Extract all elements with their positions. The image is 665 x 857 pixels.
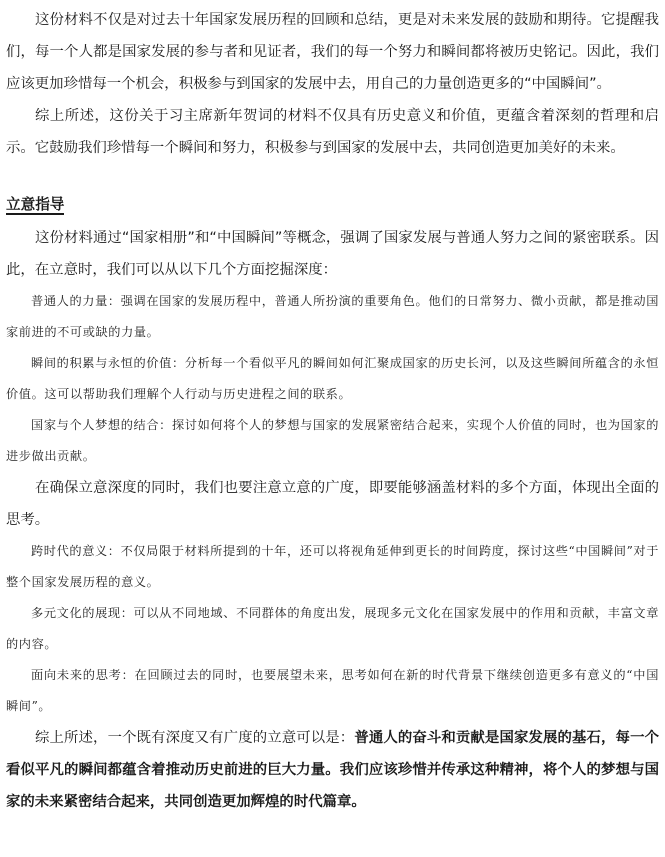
point-multicultural: 多元文化的展现：可以从不同地域、不同群体的角度出发，展现多元文化在国家发展中的作用和贡献，丰富文章的内容。 (6, 606, 659, 651)
paragraph-conclusion (6, 722, 659, 818)
conclusion-thesis: 普通人的奋斗和贡献是国家发展的基石，每一个看似平凡的瞬间都蕴含着推动历史前进的巨大力量。我们应该珍惜并传承这种精神，将个人的梦想与国家的未来紧密结合起来，共同创造更加辉煌的时代篇章。 (6, 730, 659, 810)
paragraph-reflection: 这份材料不仅是对过去十年国家发展历程的回顾和总结，更是对未来发展的鼓励和期待。它提醒我们，每一个人都是国家发展的参与者和见证者，我们的每一个努力和瞬间都将被历史铭记。因此，我们应该更加珍惜每一个机会，积极参与到国家的发展中去，用自己的力量创造更多的“中国瞬间”。 (6, 12, 659, 92)
paragraph-intro: 这份材料通过“国家相册”和“中国瞬间”等概念，强调了国家发展与普通人努力之间的紧密联系。因此，在立意时，我们可以从以下几个方面挖掘深度： (6, 230, 659, 278)
section-spacer (6, 164, 659, 190)
paragraph-summary: 综上所述，这份关于习主席新年贺词的材料不仅具有历史意义和价值，更蕴含着深刻的哲理和启示。它鼓励我们珍惜每一个瞬间和努力，积极参与到国家的发展中去，共同创造更加美好的未来。 (6, 108, 659, 156)
section-heading (6, 190, 659, 220)
point-moments-value: 瞬间的积累与永恒的价值：分析每一个看似平凡的瞬间如何汇聚成国家的历史长河，以及这些瞬间所蕴含的永恒价值。这可以帮助我们理解个人行动与历史进程之间的联系。 (6, 356, 659, 401)
point-future: 面向未来的思考：在回顾过去的同时，也要展望未来，思考如何在新的时代背景下继续创造更多有意义的“中国瞬间”。 (6, 668, 659, 713)
conclusion-lead: 综上所述，一个既有深度又有广度的立意可以是： (35, 730, 355, 746)
section-heading-text: 立意指导 (6, 196, 65, 213)
point-cross-era: 跨时代的意义：不仅局限于材料所提到的十年，还可以将视角延伸到更长的时间跨度，探讨这些“中国瞬间”对于整个国家发展历程的意义。 (6, 544, 659, 589)
paragraph-breadth: 在确保立意深度的同时，我们也要注意立意的广度，即要能够涵盖材料的多个方面，体现出全面的思考。 (6, 480, 659, 528)
point-ordinary-people: 普通人的力量：强调在国家的发展历程中，普通人所扮演的重要角色。他们的日常努力、微小贡献，都是推动国家前进的不可或缺的力量。 (6, 294, 659, 339)
point-dream-combination: 国家与个人梦想的结合：探讨如何将个人的梦想与国家的发展紧密结合起来，实现个人价值的同时，也为国家的进步做出贡献。 (6, 418, 659, 463)
